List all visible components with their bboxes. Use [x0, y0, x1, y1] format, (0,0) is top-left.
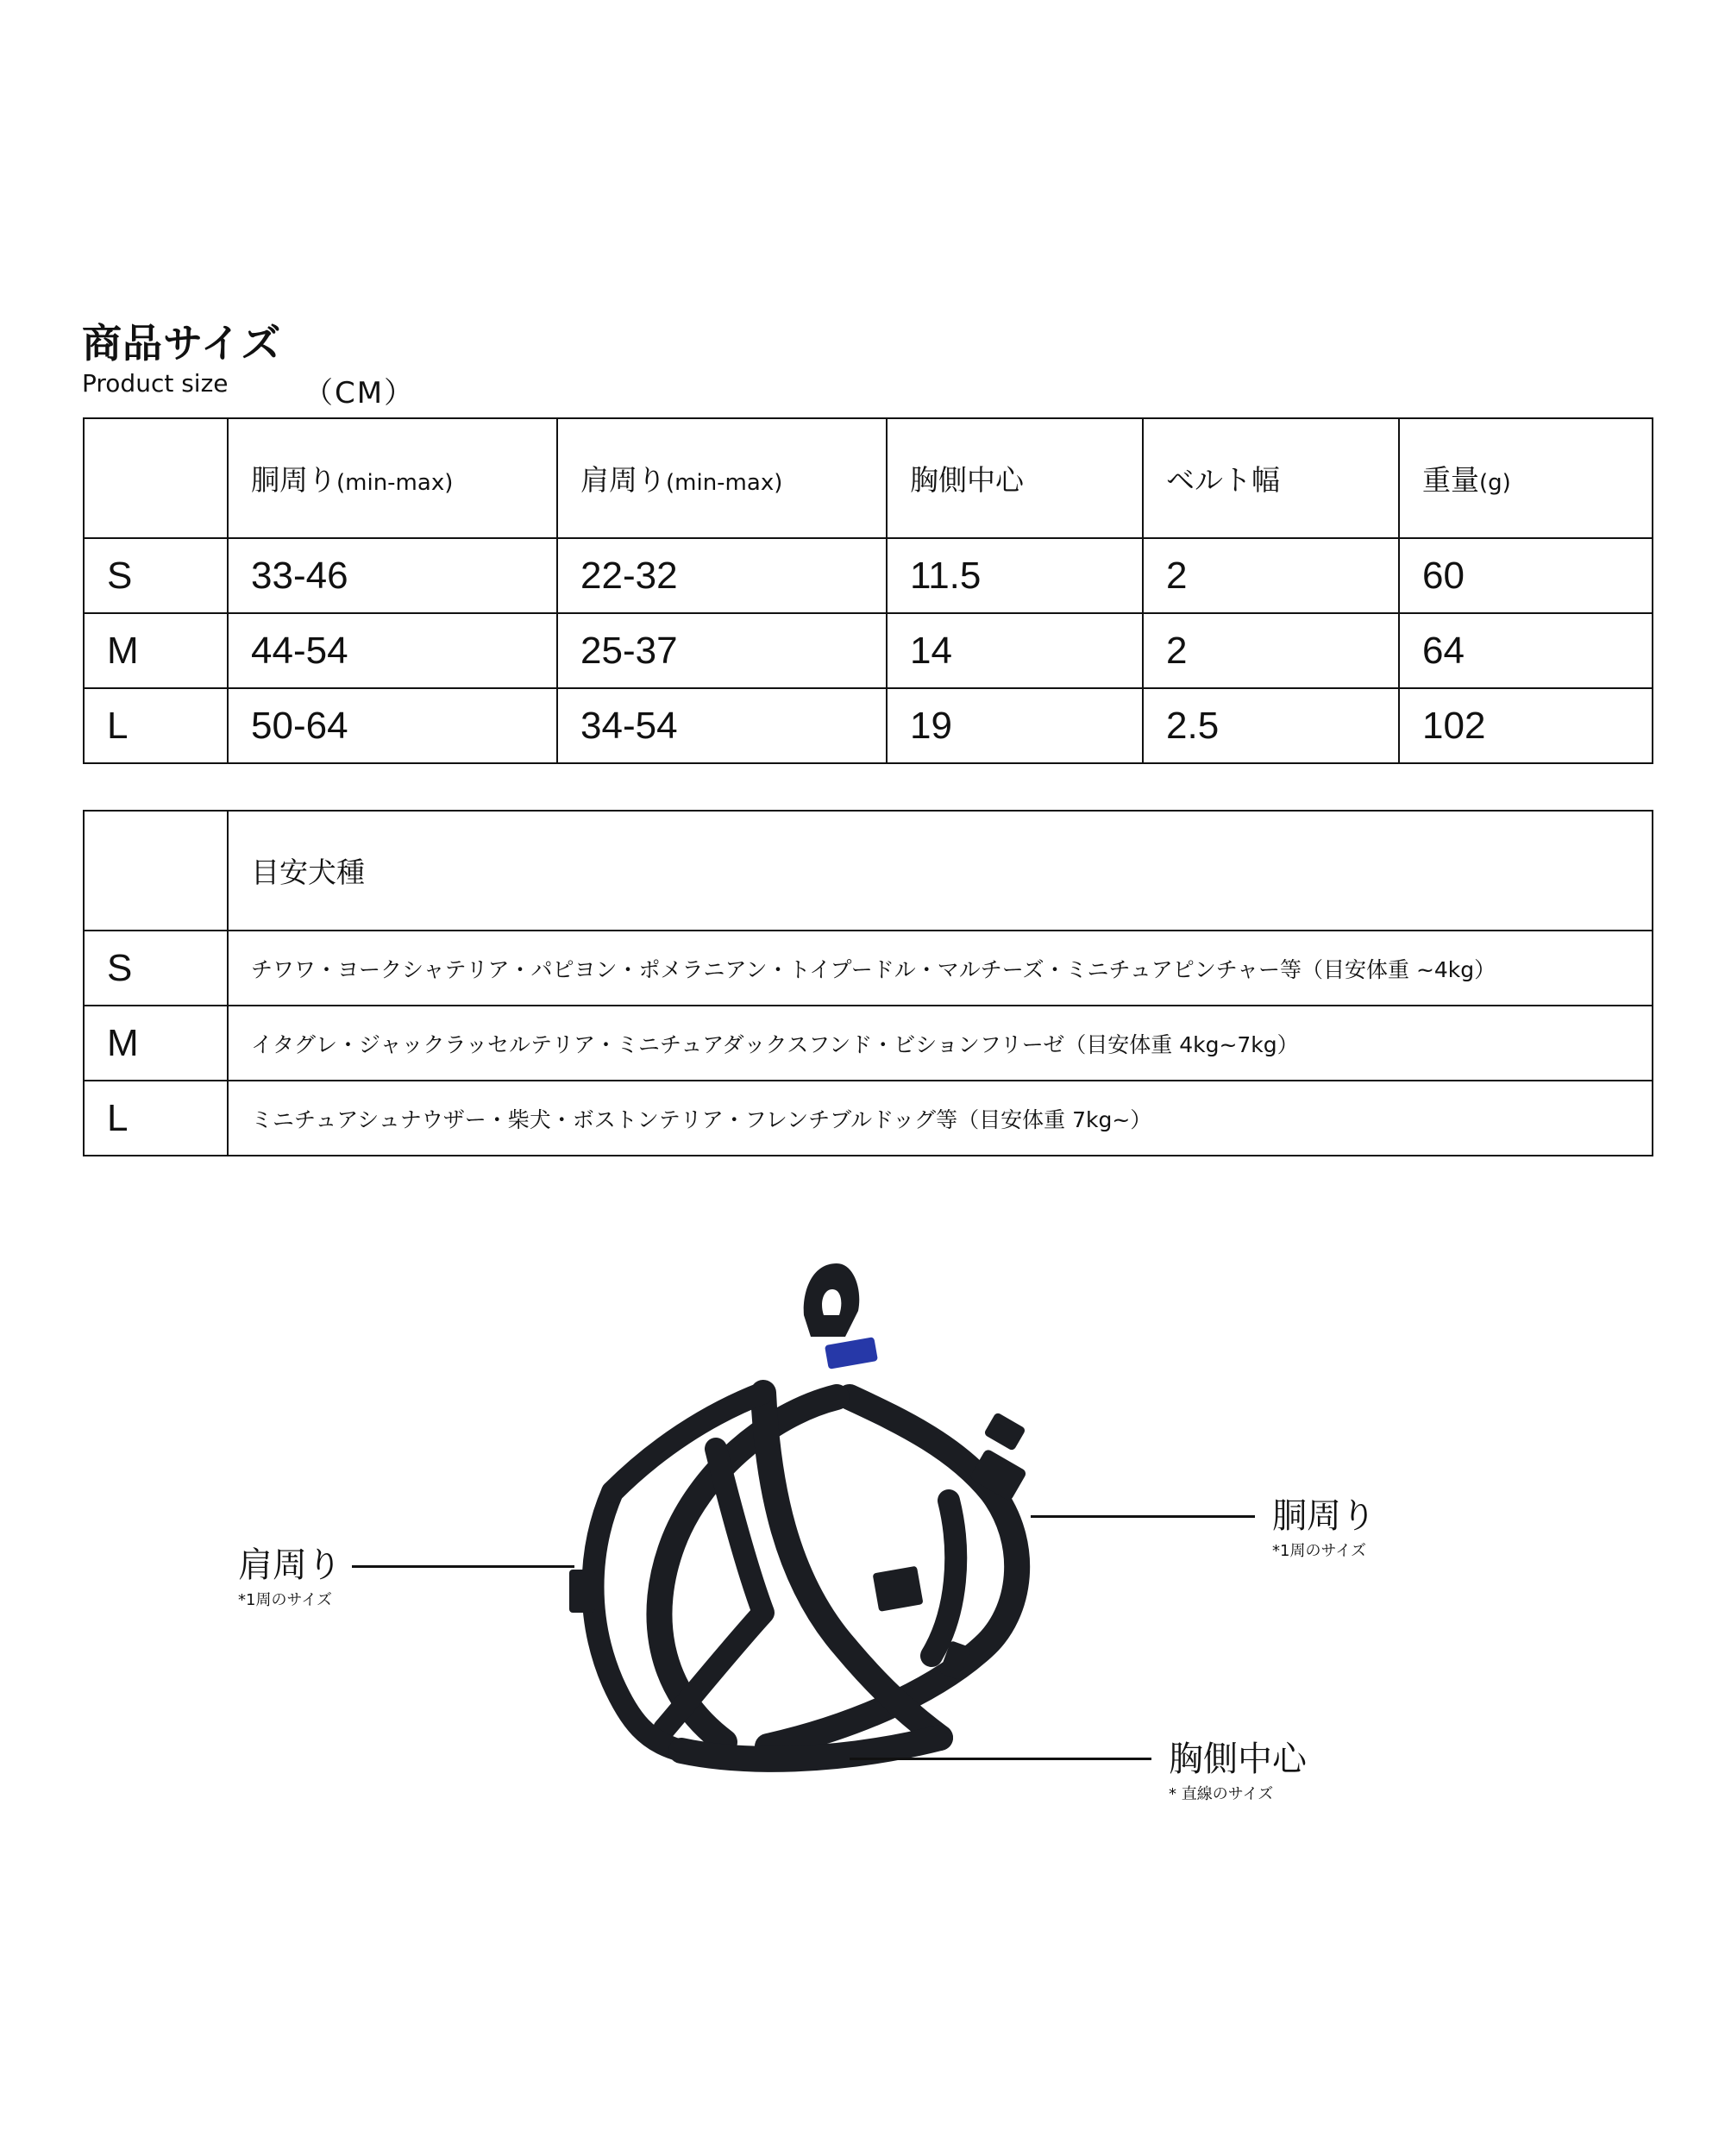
belt-width-cell: 2.5	[1143, 688, 1399, 763]
shoulder-cell: 25-37	[557, 613, 887, 688]
size-cell: S	[84, 538, 228, 613]
breed-cell: イタグレ・ジャックラッセルテリア・ミニチュアダックスフンド・ビションフリーゼ（目安体重 4kg~7kg）	[228, 1006, 1653, 1081]
table-row	[84, 931, 1653, 1006]
weight-cell: 102	[1399, 688, 1653, 763]
chest-label: 胸側中心 * 直線のサイズ	[1169, 1739, 1307, 1803]
girth-cell: 44-54	[228, 613, 557, 688]
page-subtitle: Product size	[82, 369, 229, 398]
breed-table-header	[84, 811, 1653, 931]
shoulder-cell: 34-54	[557, 688, 887, 763]
chest-cell: 19	[887, 688, 1143, 763]
slider-buckle	[873, 1566, 924, 1612]
shoulder-leader-line	[352, 1565, 574, 1568]
unit-label: （CM）	[304, 376, 416, 411]
table-row	[84, 688, 1653, 763]
size-cell: L	[84, 688, 228, 763]
breed-cell: チワワ・ヨークシャテリア・パピヨン・ポメラニアン・トイプードル・マルチーズ・ミニチュアピンチャー等（目安体重 ~4kg）	[228, 931, 1653, 1006]
header-breed: 目安犬種	[228, 811, 1653, 931]
size-cell: L	[84, 1081, 228, 1156]
shoulder-cell: 22-32	[557, 538, 887, 613]
size-cell: M	[84, 613, 228, 688]
girth-label: 胴周り *1周のサイズ	[1272, 1496, 1376, 1560]
table-row	[84, 538, 1653, 613]
girth-cell: 33-46	[228, 538, 557, 613]
size-table-header	[84, 418, 1653, 538]
page-heading	[82, 320, 282, 398]
size-table-corner	[84, 418, 228, 538]
buckle	[983, 1412, 1026, 1451]
girth-leader-line	[1031, 1515, 1255, 1518]
chest-cell: 14	[887, 613, 1143, 688]
belt-width-cell: 2	[1143, 538, 1399, 613]
breed-cell: ミニチュアシュナウザー・柴犬・ボストンテリア・フレンチブルドッグ等（目安体重 7kg~）	[228, 1081, 1653, 1156]
table-row	[84, 1006, 1653, 1081]
shoulder-label: 肩周り *1周のサイズ	[238, 1545, 342, 1609]
page-title: 商品サイズ	[82, 320, 282, 367]
harness-illustration	[552, 1242, 1087, 1794]
table-row	[84, 613, 1653, 688]
header-shoulder: 肩周り(min-max)	[557, 418, 887, 538]
breed-table	[83, 810, 1653, 1156]
girth-cell: 50-64	[228, 688, 557, 763]
side-strap	[932, 1501, 956, 1656]
slider-buckle	[569, 1570, 595, 1613]
weight-cell: 60	[1399, 538, 1653, 613]
table-row	[84, 1081, 1653, 1156]
header-belt-width: ベルト幅	[1143, 418, 1399, 538]
chest-leader-line	[850, 1758, 1151, 1760]
size-table	[83, 417, 1653, 764]
chest-cell: 11.5	[887, 538, 1143, 613]
size-cell: S	[84, 931, 228, 1006]
brand-tag	[825, 1337, 878, 1369]
breed-table-corner	[84, 811, 228, 931]
size-cell: M	[84, 1006, 228, 1081]
header-girth: 胴周り(min-max)	[228, 418, 557, 538]
header-chest: 胸側中心	[887, 418, 1143, 538]
d-ring	[804, 1263, 860, 1337]
weight-cell: 64	[1399, 613, 1653, 688]
belt-width-cell: 2	[1143, 613, 1399, 688]
header-weight: 重量(g)	[1399, 418, 1653, 538]
